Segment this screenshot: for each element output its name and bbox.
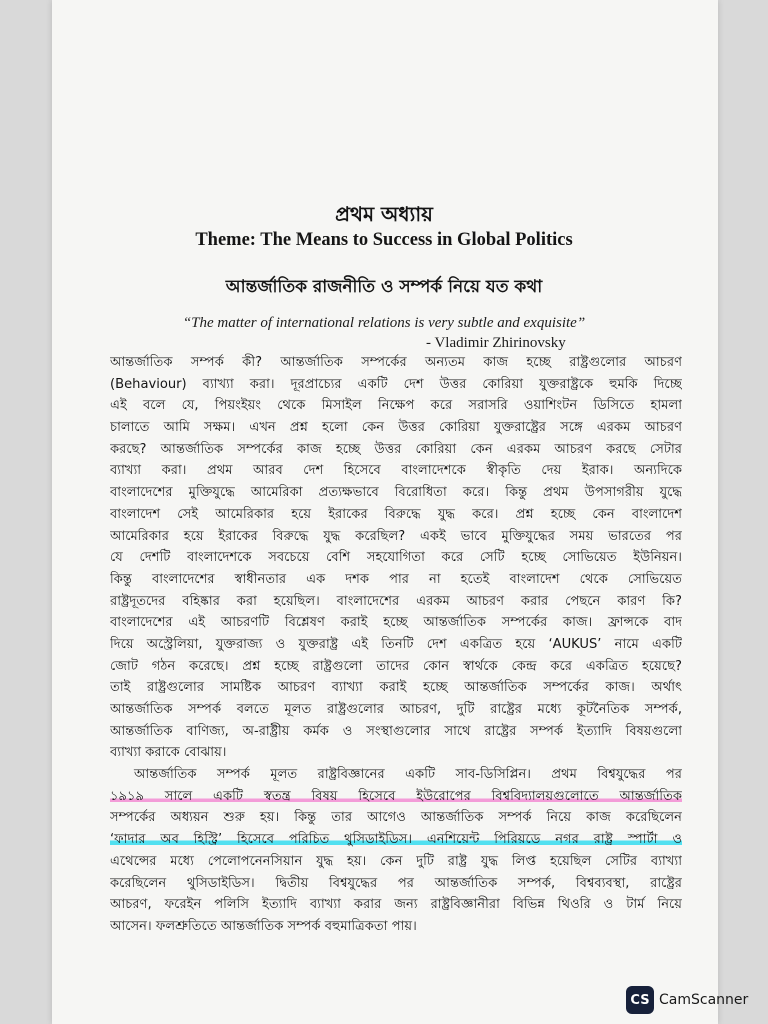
text-line: আসেন। ফলশ্রুতিতে আন্তর্জাতিক সম্পর্ক বহুমাত্রিকতা পায়।	[110, 918, 417, 934]
text-line: আন্তর্জাতিক সম্পর্ক মূলত রাষ্ট্রবিজ্ঞানের একটি সাব-ডিসিপ্লিন। প্রথম বিশ্বযুদ্ধের পর	[134, 767, 682, 783]
theme-title: Theme: The Means to Success in Global Politics	[195, 230, 573, 250]
text-line: বাংলাদেশের মুক্তিযুদ্ধে আমেরিকা প্রত্যক্ষভাবে বিরোধিতা করে। কিন্তু প্রথম উপসাগরীয় যুদ্ধে	[110, 485, 682, 501]
camscanner-label: CamScanner	[659, 992, 749, 1008]
text-line: করছে? আন্তর্জাতিক সম্পর্কের কাজ হচ্ছে উত্তর কোরিয়া কেন এরকম আচরণ করছে সেটার	[110, 441, 682, 457]
text-line: করেছিলেন থুসিডাইডিস। দ্বিতীয় বিশ্বযুদ্ধের পর আন্তর্জাতিক সম্পর্ক, বিশ্বব্যবস্থা, রাষ্ট্রের	[110, 875, 682, 891]
text-line: (Behaviour) ব্যাখ্যা করা। দূরপ্রাচ্যের একটি দেশ উত্তর কোরিয়া যুক্তরাষ্ট্রকে হুমকি দিচ্ছে	[110, 376, 682, 392]
text-line: যে দেশটি বাংলাদেশকে সবচেয়ে বেশি সহযোগিতা করে সেটি হচ্ছে সোভিয়েত ইউনিয়ন।	[110, 550, 682, 566]
text-line: আন্তর্জাতিক বাণিজ্য, অ-রাষ্ট্রীয় কর্মক ও সংস্থাগুলোর সাথে রাষ্ট্রের সম্পর্ক ইত্যাদি বিষয়গুলো	[110, 723, 682, 739]
text-line: তাই রাষ্ট্রগুলোর সামষ্টিক আচরণ ব্যাখ্যা করাই হচ্ছে আন্তর্জাতিক সম্পর্কের কাজ। অর্থাৎ	[110, 680, 682, 696]
text-line: কিন্তু বাংলাদেশের স্বাধীনতার এক দশক পার না হতেই বাংলাদেশ থেকে সোভিয়েত	[110, 571, 682, 587]
text-line: রাষ্ট্রদূতদের বহিষ্কার করা হয়েছিল। বাংলাদেশের এরকম আচরণ করার পেছনে কারণ কি?	[110, 593, 682, 609]
text-line: আন্তর্জাতিক সম্পর্ক কী? আন্তর্জাতিক সম্পর্কের অন্যতম কাজ হচ্ছে রাষ্ট্রগুলোর আচরণ	[110, 355, 682, 370]
text-line: ব্যাখ্যা করাকে বোঝায়।	[110, 745, 227, 761]
text-line: দিয়ে অস্ট্রেলিয়া, যুক্তরাজ্য ও যুক্তরাষ্ট্র এই তিনটি দেশ একত্রিত হয়ে ‘AUKUS’ নামে একটি	[110, 636, 682, 652]
epigraph-quote: “The matter of international relations is very subtle and exquisite”	[182, 315, 586, 331]
text-line-highlighted	[110, 786, 682, 808]
section-subtitle: আন্তর্জাতিক রাজনীতি ও সম্পর্ক নিয়ে যত কথা	[225, 277, 543, 297]
quote-author: - Vladimir Zhirinovsky	[426, 335, 566, 351]
text-line: আমেরিকার হয়ে ইরাকের বিরুদ্ধে যুদ্ধ করেছিল? একই ভাবে মুক্তিযুদ্ধের সময় ভারতের পর	[110, 528, 682, 544]
camscanner-logo-icon: CS	[626, 986, 654, 1014]
text-line: ব্যাখ্যা করা। প্রথম আরব দেশ হিসেবে বাংলাদেশকে স্বীকৃতি দেয় ইরাক। অন্যদিকে	[110, 463, 682, 479]
text-line: আচরণ, ফরেইন পলিসি ইত্যাদি ব্যাখ্যা করার জন্য রাষ্ট্রবিজ্ঞানীরা বিভিন্ন থিওরি ও টার্ম নিয়ে	[110, 897, 682, 913]
text-line: এথেন্সের মধ্যে পেলোপনেনসিয়ান যুদ্ধ হয়। কেন দুটি রাষ্ট্র যুদ্ধ লিপ্ত হয়েছিল সেটির ব্যাখ্যা	[110, 853, 682, 869]
chapter-heading: প্রথম অধ্যায়	[335, 202, 433, 226]
cyan-highlight: ‘ফাদার অব হিস্ট্রি’ হিসেবে পরিচিত থুসিডাইডিস। এনশিয়েন্ট পিরিয়ডে নগর রাষ্ট্র স্পার্টা ও	[110, 832, 682, 848]
text-line: এই বলে যে, পিয়ংইয়ং থেকে মিসাইল নিক্ষেপ করে সরাসরি ওয়াশিংটন ডিসিতে হামলা	[110, 398, 682, 414]
body-text	[110, 352, 682, 938]
text-line-highlighted	[110, 829, 682, 851]
text-line: জোট গঠন করেছে। প্রশ্ন হচ্ছে রাষ্ট্রগুলো তাদের কোন স্বার্থকে কেন্দ্র করে একত্রিত হয়েছে?	[110, 658, 682, 674]
text-line: বাংলাদেশের এই আচরণটি বিশ্লেষণ করাই হচ্ছে আন্তর্জাতিক সম্পর্কের কাজ। ফ্রান্সকে বাদ	[110, 615, 682, 631]
text-line: সম্পর্কের অধ্যয়ন শুরু হয়। কিন্তু তার আগেও আন্তর্জাতিক সম্পর্ক নিয়ে কাজ করেছিলেন	[110, 810, 682, 826]
text-line: চালাতে আমি সক্ষম। এখন প্রশ্ন হলো কেন উত্তর কোরিয়া যুক্তরাষ্ট্রের সঙ্গে এরকম আচরণ	[110, 420, 682, 436]
camscanner-watermark	[626, 986, 748, 1014]
text-line: বাংলাদেশ সেই আমেরিকার হয়ে ইরাকের বিরুদ্ধে যুদ্ধ করে। প্রশ্ন হচ্ছে কেন বাংলাদেশ	[110, 506, 682, 522]
pink-highlight: ১৯১৯ সালে একটি স্বতন্ত্র বিষয় হিসেবে ইউরোপের বিশ্ববিদ্যালয়গুলোতে আন্তর্জাতিক	[110, 788, 682, 804]
text-line: আন্তর্জাতিক সম্পর্ক বলতে মূলত রাষ্ট্রগুলোর আচরণ, দুটি রাষ্ট্রের মধ্যে কূটনৈতিক সম্পর্ক,	[110, 702, 682, 717]
